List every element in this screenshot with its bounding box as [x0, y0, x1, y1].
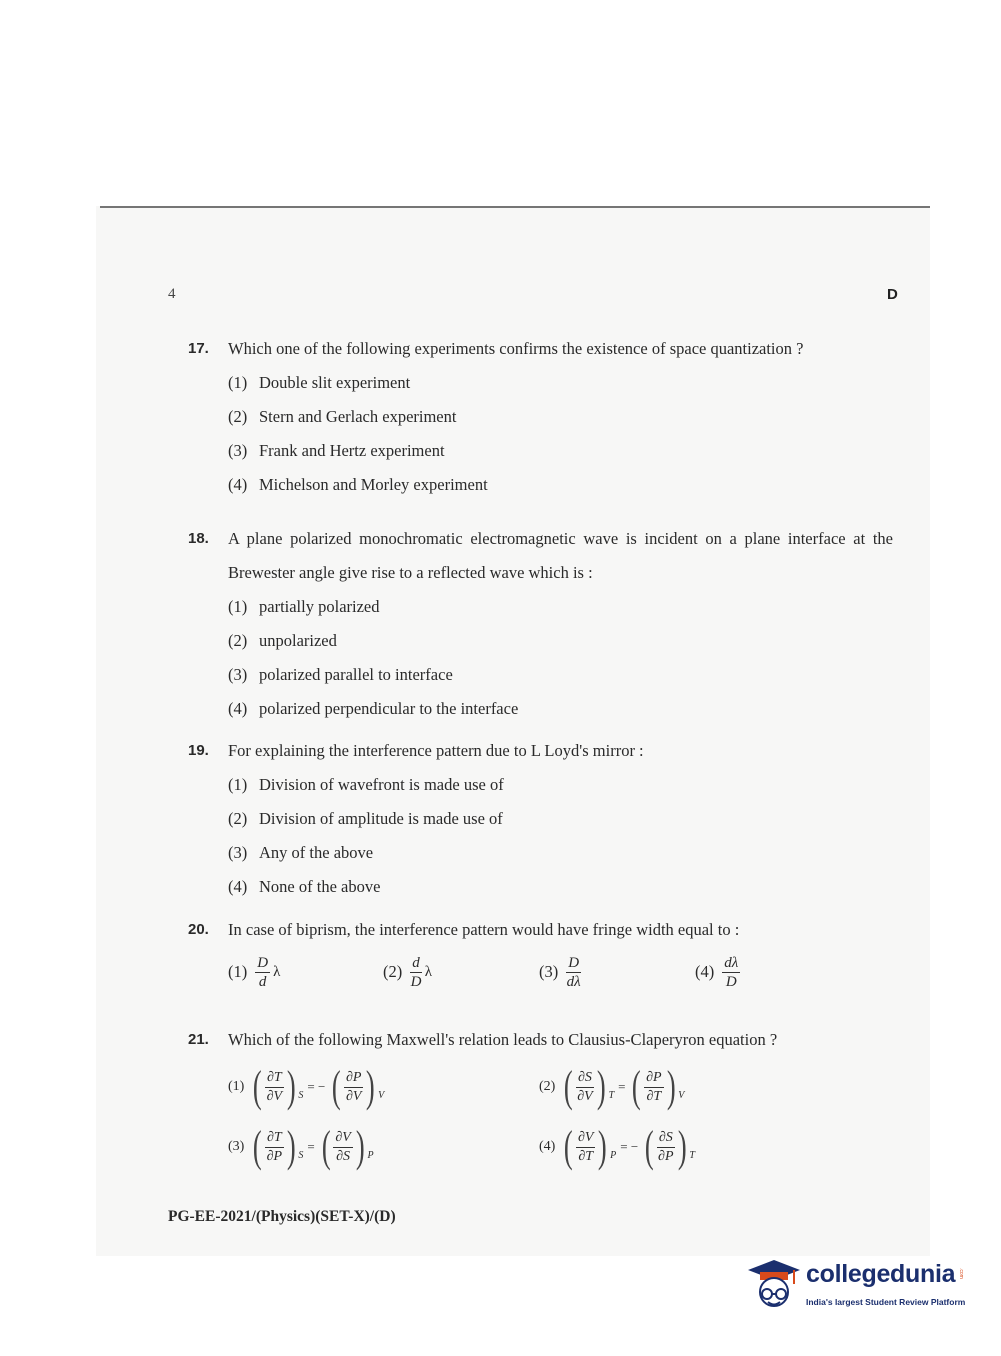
question-text: Which of the following Maxwell's relation leads to Clausius-Claperyron equation ?: [228, 1030, 778, 1049]
question-17: [188, 332, 893, 502]
question-number: 19.: [188, 742, 209, 759]
option: (1) partially polarized: [228, 597, 380, 616]
option: (2) ( ∂S ∂V ) T = ( ∂P ∂T ) V: [539, 1062, 685, 1111]
option: (4) polarized perpendicular to the interface: [228, 699, 519, 718]
question-text: A plane polarized monochromatic electromagnetic wave is incident on a plane interface at the Brewester angle give rise to a reflected wave which is :: [228, 529, 893, 582]
question-21: [188, 1023, 893, 1177]
option: (4) ( ∂V ∂T ) P = − ( ∂S ∂P ) T: [539, 1122, 695, 1171]
question-number: 21.: [188, 1031, 209, 1048]
brand-tagline: India's largest Student Review Platform: [806, 1297, 966, 1307]
option: (3) Frank and Hertz experiment: [228, 441, 445, 460]
question-number: 17.: [188, 340, 209, 357]
paper-code-footer: PG-EE-2021/(Physics)(SET-X)/(D): [168, 1208, 396, 1225]
option: (1) Division of wavefront is made use of: [228, 775, 504, 794]
option: (3) polarized parallel to interface: [228, 665, 453, 684]
question-text: In case of biprism, the interference pattern would have fringe width equal to :: [228, 920, 740, 939]
question-text: For explaining the interference pattern due to L Loyd's mirror :: [228, 741, 644, 760]
collegedunia-watermark: [744, 1252, 969, 1322]
option: (2) Stern and Gerlach experiment: [228, 407, 457, 426]
option: (3) ( ∂T ∂P ) S = ( ∂V ∂S ) P: [228, 1122, 374, 1171]
option: (4) $\frac{d\lambda}{D}$: [695, 954, 739, 990]
question-text: Which one of the following experiments confirms the existence of space quantization ?: [228, 339, 804, 358]
brand-suffix: .com: [958, 1268, 964, 1279]
option: (3) $\frac{D}{d\lambda}$: [539, 954, 581, 990]
option: (3) Any of the above: [228, 843, 374, 862]
option: (4) None of the above: [228, 877, 381, 896]
question-18: [188, 522, 893, 726]
graduate-icon: [744, 1252, 802, 1322]
question-number: 20.: [188, 921, 209, 938]
maxwell-options-row: [228, 1057, 893, 1117]
question-20: [188, 913, 893, 997]
option: (2) $\frac{d}{D}$ λ: [383, 954, 433, 990]
top-rule: [100, 206, 930, 208]
option: (1) ( ∂T ∂V ) S = − ( ∂P ∂V ) V: [228, 1062, 385, 1111]
option: (1) Double slit experiment: [228, 373, 411, 392]
question-19: [188, 734, 893, 904]
brand-name: collegedunia: [806, 1260, 956, 1288]
maxwell-options-row: [228, 1117, 893, 1177]
set-letter: D: [887, 286, 898, 303]
question-number: 18.: [188, 530, 209, 547]
option: (2) unpolarized: [228, 631, 337, 650]
page-number: 4: [168, 286, 176, 302]
option: (2) Division of amplitude is made use of: [228, 809, 503, 828]
fraction-options: [228, 947, 893, 997]
option: (1) $\frac{D}{d}$ λ: [228, 954, 281, 990]
option: (4) Michelson and Morley experiment: [228, 475, 488, 494]
